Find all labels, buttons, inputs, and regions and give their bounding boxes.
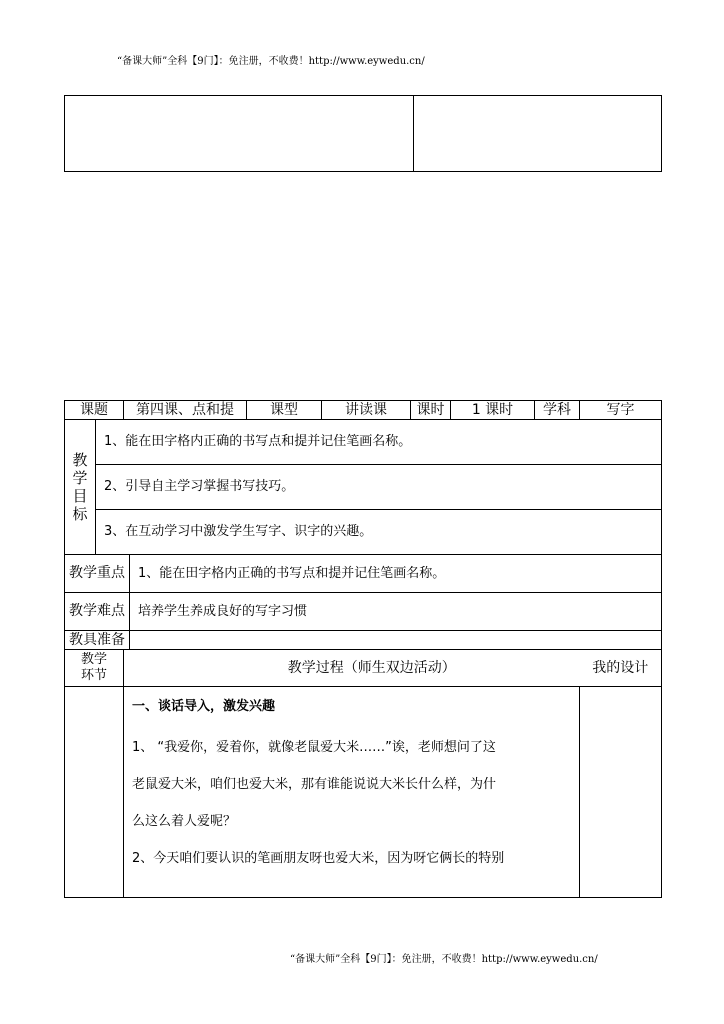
paragraph-line: 1、 “我爱你，爱着你，就像老鼠爱大米……”诶，老师想问了这 [132, 739, 496, 755]
stage-cell [65, 687, 124, 898]
topic-label: 课题 [65, 401, 124, 420]
subject-value: 写字 [580, 401, 662, 420]
goals-label-char: 标 [72, 505, 88, 523]
process-label-text: 教学过程（师生双边活动） [287, 659, 456, 676]
paragraph-line: 老鼠爱大米，咱们也爱大米，那有谁能说说大米长什么样，为什 [132, 776, 497, 792]
goals-label-char: 教 [72, 451, 88, 469]
top-empty-table [64, 95, 662, 172]
goals-label [65, 420, 96, 555]
process-content [124, 687, 580, 898]
stage-label-line: 环节 [80, 668, 107, 683]
tools-value [130, 631, 662, 650]
lesson-plan-table [64, 400, 662, 898]
goal-item: 3、在互动学习中激发学生写字、识字的兴趣。 [96, 510, 662, 555]
tools-label: 教具准备 [65, 631, 130, 650]
goals-label-char: 学 [72, 469, 88, 487]
goal-item: 2、引导自主学习掌握书写技巧。 [96, 465, 662, 510]
hours-value: 1 课时 [451, 401, 535, 420]
page-header: “备课大师”全科【9门】：免注册，不收费！http://www.eywedu.cn/ [117, 56, 425, 67]
design-label: 我的设计 [580, 650, 662, 687]
stage-label [65, 650, 124, 687]
goals-label-char: 目 [72, 487, 88, 505]
key-point-label: 教学重点 [65, 555, 130, 593]
paragraph-line: 2、今天咱们要认识的笔画朋友呀也爱大米，因为呀它俩长的特别 [132, 850, 505, 866]
difficulty-label: 教学难点 [65, 593, 130, 631]
type-label: 课型 [247, 401, 322, 420]
empty-cell-left [65, 96, 414, 172]
topic-value: 第四课、点和提 [124, 401, 247, 420]
hours-label: 课时 [411, 401, 451, 420]
difficulty-value: 培养学生养成良好的写字习惯 [130, 593, 662, 631]
type-value: 讲读课 [322, 401, 411, 420]
empty-cell-right [414, 96, 662, 172]
design-cell [580, 687, 662, 898]
page-footer: “备课大师”全科【9门】：免注册，不收费！http://www.eywedu.cn/ [290, 954, 598, 965]
section-title: 一、谈话导入，激发兴趣 [132, 699, 276, 714]
stage-label-line: 教学 [80, 651, 107, 667]
subject-label: 学科 [535, 401, 580, 420]
key-point-value: 1、能在田字格内正确的书写点和提并记住笔画名称。 [130, 555, 662, 593]
goal-item: 1、能在田字格内正确的书写点和提并记住笔画名称。 [96, 420, 662, 465]
process-label [124, 650, 580, 687]
paragraph-line: 么这么着人爱呢？ [132, 813, 237, 829]
